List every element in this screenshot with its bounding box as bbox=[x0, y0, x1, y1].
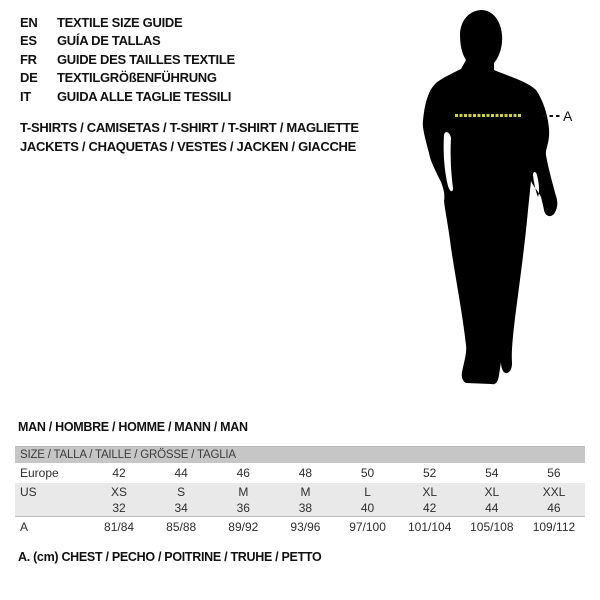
size-value: 34 bbox=[174, 501, 188, 515]
size-value: XXL bbox=[542, 484, 566, 499]
size-value: 89/92 bbox=[228, 520, 259, 534]
size-value: 56 bbox=[547, 466, 561, 480]
size-value: 52 bbox=[423, 466, 437, 480]
table-row-chest-a bbox=[15, 516, 585, 537]
size-value: 44 bbox=[174, 466, 188, 480]
size-value: 48 bbox=[298, 466, 313, 480]
table-row-numeric-us bbox=[15, 500, 585, 516]
size-value: 44 bbox=[485, 501, 499, 515]
size-value: 50 bbox=[360, 466, 375, 480]
size-value: XS bbox=[111, 484, 128, 499]
category-jackets: JACKETS / CHAQUETAS / VESTES / JACKEN / GIACCHE bbox=[20, 139, 356, 154]
size-value: 81/84 bbox=[104, 520, 135, 534]
size-value: XL bbox=[484, 484, 500, 499]
language-title: GUIDE DES TAILLES TEXTILE bbox=[57, 51, 235, 67]
language-code: IT bbox=[20, 88, 31, 104]
size-value: M bbox=[238, 484, 249, 499]
size-value: 54 bbox=[485, 466, 499, 480]
size-value: 46 bbox=[547, 501, 561, 515]
row-label: A bbox=[20, 520, 29, 534]
size-value: S bbox=[177, 484, 186, 499]
measure-label-a: A bbox=[563, 108, 573, 124]
size-value: 105/108 bbox=[470, 520, 514, 534]
language-code: DE bbox=[20, 70, 38, 86]
language-title: TEXTILGRÖßENFÜHRUNG bbox=[57, 70, 217, 86]
size-value: 42 bbox=[112, 466, 126, 480]
language-title: GUÍA DE TALLAS bbox=[57, 33, 161, 49]
size-value: 93/96 bbox=[290, 520, 321, 534]
language-code: EN bbox=[20, 14, 38, 30]
row-label: US bbox=[20, 484, 37, 499]
size-value: 46 bbox=[236, 466, 250, 480]
size-value: 85/88 bbox=[166, 520, 197, 534]
language-title: TEXTILE SIZE GUIDE bbox=[57, 14, 183, 30]
size-value: L bbox=[364, 484, 371, 499]
measure-leader-dashes bbox=[543, 115, 562, 117]
size-value: XL bbox=[422, 484, 438, 499]
row-label: Europe bbox=[20, 466, 59, 480]
size-table-header: SIZE / TALLA / TAILLE / GRÖSSE / TAGLIA bbox=[15, 447, 585, 463]
man-silhouette bbox=[405, 5, 565, 390]
size-value: 40 bbox=[360, 501, 375, 515]
language-code: ES bbox=[20, 33, 37, 49]
size-value: 101/104 bbox=[407, 520, 452, 534]
size-value: M bbox=[300, 484, 311, 499]
chest-measure-dashed-line bbox=[455, 114, 521, 117]
size-value: 32 bbox=[112, 501, 126, 515]
section-title-man: MAN / HOMBRE / HOMME / MANN / MAN bbox=[18, 420, 248, 434]
category-tshirts: T-SHIRTS / CAMISETAS / T-SHIRT / T-SHIRT / MAGLIETTE bbox=[20, 120, 359, 135]
footnote-chest-legend: A. (cm) CHEST / PECHO / POITRINE / TRUHE / PETTO bbox=[18, 550, 322, 564]
size-value: 97/100 bbox=[349, 520, 386, 534]
language-code: FR bbox=[20, 51, 37, 67]
size-table bbox=[15, 446, 585, 537]
size-value: 42 bbox=[423, 501, 437, 515]
language-title: GUIDA ALLE TAGLIE TESSILI bbox=[57, 88, 232, 104]
size-value: 38 bbox=[298, 501, 313, 515]
table-row-europe bbox=[15, 463, 585, 483]
table-row-us bbox=[15, 483, 585, 500]
size-value: 36 bbox=[236, 501, 250, 515]
size-value: 109/112 bbox=[532, 520, 576, 534]
